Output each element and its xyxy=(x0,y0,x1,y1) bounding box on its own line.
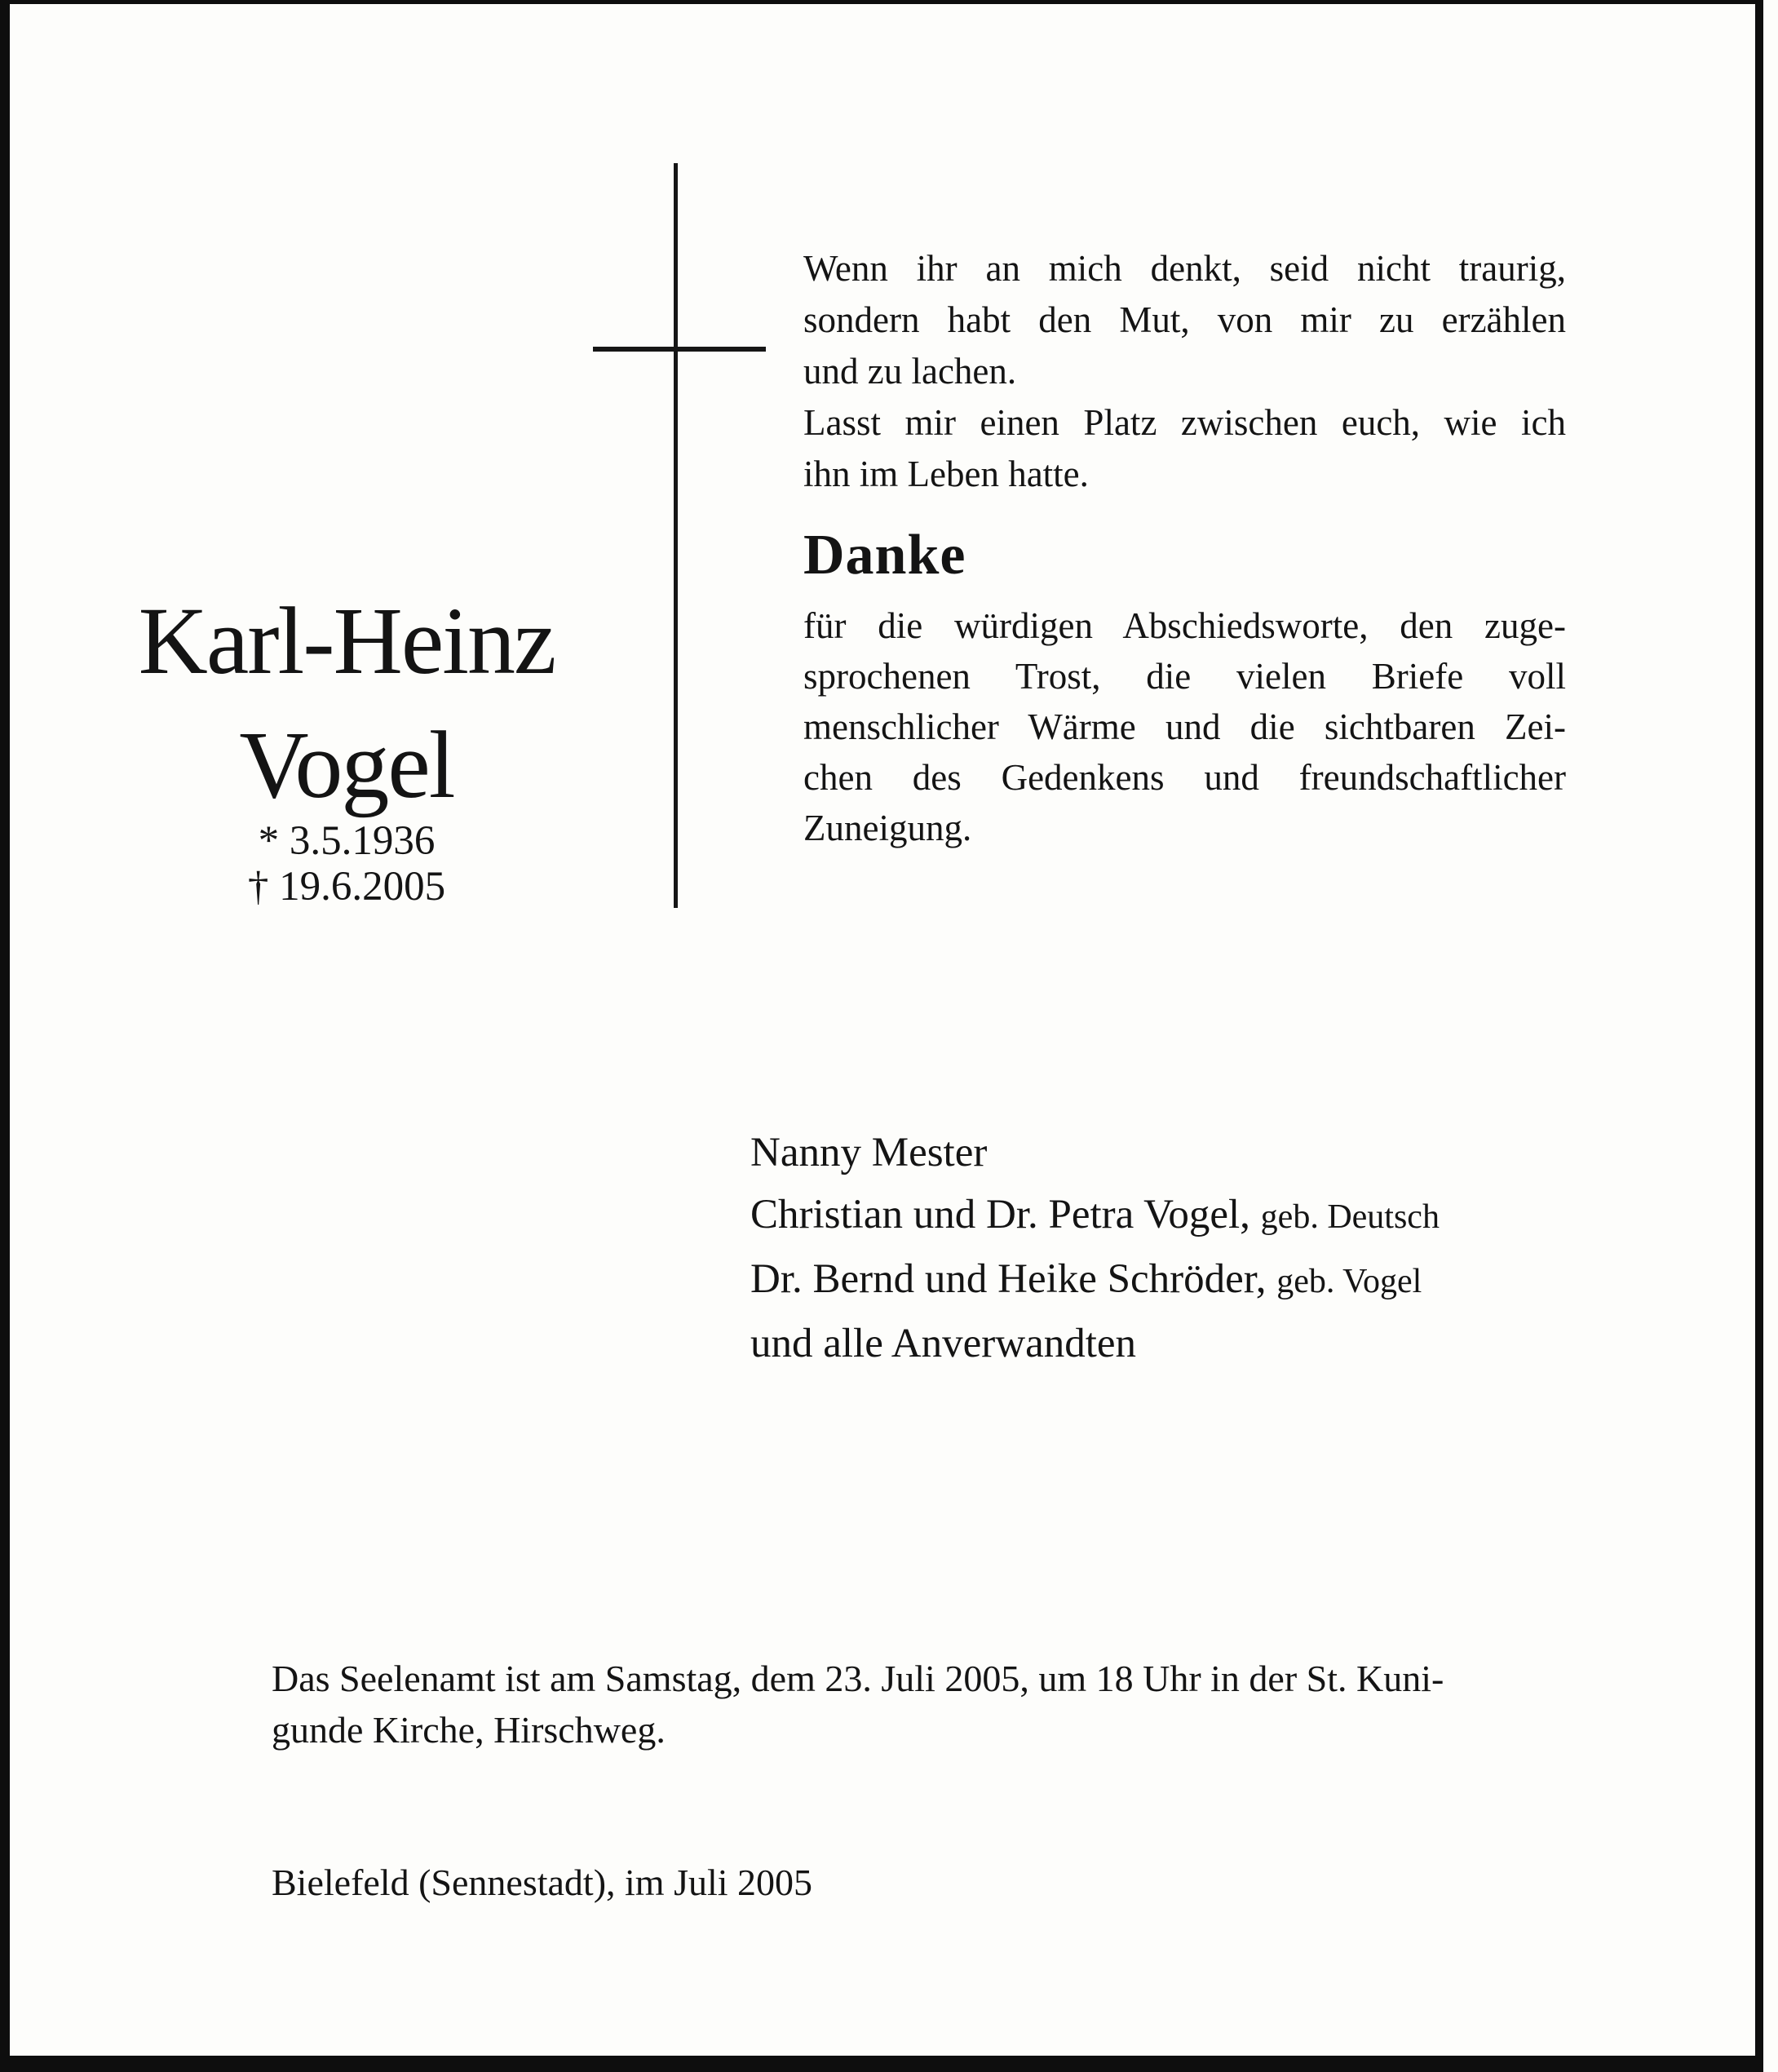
thanks-line: Zuneigung. xyxy=(803,808,972,848)
mourner-maiden-name: geb. Vogel xyxy=(1276,1263,1422,1300)
thanks-line: chen des Gedenkens und freundschaftlicher xyxy=(803,757,1566,798)
mourner-line: Nanny Mester xyxy=(750,1130,988,1175)
verse-line: sondern habt den Mut, von mir zu erzählen xyxy=(803,299,1566,340)
place-and-date: Bielefeld (Sennestadt), im Juli 2005 xyxy=(272,1862,813,1903)
verse-line: ihn im Leben hatte. xyxy=(803,454,1089,494)
deceased-name-line1: Karl-Heinz xyxy=(138,587,555,694)
mourner-line: und alle Anverwandten xyxy=(750,1321,1137,1366)
thanks-line: menschlicher Wärme und die sichtbaren Zei- xyxy=(803,706,1566,747)
deceased-name-line2: Vogel xyxy=(239,711,454,818)
deceased-name xyxy=(98,579,595,827)
memorial-cross-icon xyxy=(591,163,767,910)
birth-date: * 3.5.1936 xyxy=(258,818,436,864)
mourner-line xyxy=(750,1248,1599,1313)
thanks-line: für die würdigen Abschiedsworte, den zuge- xyxy=(803,605,1566,646)
mourner-names: Christian und Dr. Petra Vogel, xyxy=(750,1192,1250,1237)
service-notice xyxy=(272,1653,1593,1755)
thanks-paragraph xyxy=(803,600,1566,853)
mourner-names: Dr. Bernd und Heike Schröder, xyxy=(750,1256,1267,1302)
thanks-heading: Danke xyxy=(803,524,966,587)
thanks-line: sprochenen Trost, die vielen Briefe voll xyxy=(803,656,1566,697)
mourner-maiden-name: geb. Deutsch xyxy=(1260,1198,1440,1236)
mourners-list xyxy=(750,1122,1599,1375)
mourner-line xyxy=(750,1184,1599,1248)
life-dates xyxy=(98,818,595,910)
cross-vertical-bar xyxy=(674,163,678,908)
service-notice-line: Das Seelenamt ist am Samstag, dem 23. Juli 2005, um 18 Uhr in der St. Kuni- xyxy=(272,1658,1444,1699)
memorial-verse xyxy=(803,243,1566,500)
verse-line: Lasst mir einen Platz zwischen euch, wie ich xyxy=(803,402,1566,443)
death-date: † 19.6.2005 xyxy=(247,864,446,910)
verse-line: Wenn ihr an mich denkt, seid nicht traurig, xyxy=(803,248,1566,289)
verse-line: und zu lachen. xyxy=(803,351,1017,392)
service-notice-line: gunde Kirche, Hirschweg. xyxy=(272,1709,666,1751)
cross-horizontal-bar xyxy=(593,347,766,352)
